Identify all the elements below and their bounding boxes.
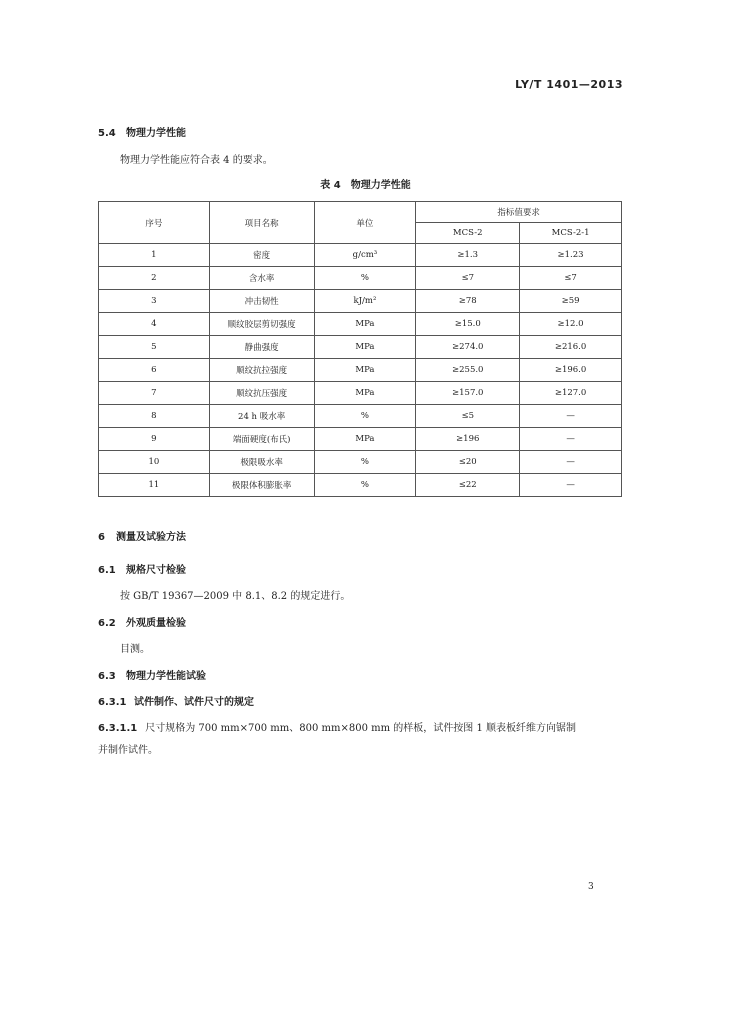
header-item: 项目名称 [209,202,314,244]
cell-no: 10 [99,451,210,474]
cell-mcs-2: ≤20 [416,451,520,474]
section-number: 5.4 [98,128,116,139]
cell-no: 7 [99,382,210,405]
cell-unit: MPa [314,336,416,359]
cell-item: 顺纹抗拉强度 [209,359,314,382]
cell-unit: % [314,451,416,474]
cell-no: 2 [99,267,210,290]
section-number: 6.3 [98,671,116,682]
page-number: 3 [588,882,594,892]
cell-unit: MPa [314,359,416,382]
cell-unit: MPa [314,428,416,451]
section-number: 6.1 [98,565,116,576]
cell-mcs-2: ≥255.0 [416,359,520,382]
table-row [99,451,622,474]
section-6-1-heading [98,561,186,576]
section-title: 试件制作、试件尺寸的规定 [134,697,254,708]
cell-item: 冲击韧性 [209,290,314,313]
section-number: 6.3.1 [98,697,127,708]
section-title: 物理力学性能试验 [126,671,206,682]
section-6-1-body: 按 GB/T 19367—2009 中 8.1、8.2 的规定进行。 [120,591,351,602]
cell-item: 顺纹胶层剪切强度 [209,313,314,336]
header-requirement: 指标值要求 [416,202,622,223]
cell-no: 9 [99,428,210,451]
cell-mcs-2-1: ≥196.0 [520,359,622,382]
cell-mcs-2-1: — [520,428,622,451]
table-row [99,382,622,405]
cell-mcs-2-1: — [520,474,622,497]
table-row [99,336,622,359]
cell-no: 11 [99,474,210,497]
cell-mcs-2: ≥78 [416,290,520,313]
cell-mcs-2: ≤7 [416,267,520,290]
cell-mcs-2-1: ≥216.0 [520,336,622,359]
table-row [99,267,622,290]
cell-mcs-2: ≥1.3 [416,244,520,267]
section-title: 物理力学性能 [126,128,186,139]
cell-mcs-2: ≥157.0 [416,382,520,405]
cell-no: 3 [99,290,210,313]
cell-no: 4 [99,313,210,336]
standard-header: LY/T 1401—2013 [515,78,623,91]
cell-item: 极限体积膨胀率 [209,474,314,497]
properties-table [98,201,622,497]
paragraph-line-2: 并制作试件。 [98,745,158,756]
cell-item: 顺纹抗压强度 [209,382,314,405]
table-row [99,428,622,451]
header-unit: 单位 [314,202,416,244]
cell-unit: % [314,405,416,428]
cell-mcs-2-1: ≥59 [520,290,622,313]
paragraph-line-1: 尺寸规格为 700 mm×700 mm、800 mm×800 mm 的样板，试件按图 1 顺表板纤维方向锯制 [145,723,576,734]
cell-mcs-2: ≤22 [416,474,520,497]
cell-unit: kJ/m² [314,290,416,313]
section-number: 6.2 [98,618,116,629]
section-number: 6 [98,532,105,543]
table-row [99,244,622,267]
section-6-2-body: 目测。 [120,644,150,655]
cell-unit: % [314,474,416,497]
cell-item: 24 h 吸水率 [209,405,314,428]
cell-mcs-2-1: — [520,451,622,474]
cell-mcs-2-1: ≥1.23 [520,244,622,267]
cell-mcs-2-1: ≥12.0 [520,313,622,336]
section-5-4-heading [98,124,186,139]
section-title: 规格尺寸检验 [126,565,186,576]
cell-item: 含水率 [209,267,314,290]
section-6-2-heading [98,614,186,629]
cell-unit: MPa [314,313,416,336]
table-row [99,313,622,336]
cell-mcs-2-1: — [520,405,622,428]
cell-item: 极限吸水率 [209,451,314,474]
table-row [99,405,622,428]
cell-no: 5 [99,336,210,359]
section-title: 外观质量检验 [126,618,186,629]
table-caption: 表 4 物理力学性能 [320,180,411,191]
table-row [99,290,622,313]
section-title: 测量及试验方法 [116,532,186,543]
cell-unit: % [314,267,416,290]
section-6-3-1-heading [98,693,254,708]
header-no: 序号 [99,202,210,244]
cell-mcs-2-1: ≥127.0 [520,382,622,405]
section-6-3-1-1-body [98,719,628,734]
cell-item: 密度 [209,244,314,267]
cell-mcs-2: ≤5 [416,405,520,428]
cell-no: 8 [99,405,210,428]
cell-no: 1 [99,244,210,267]
cell-mcs-2: ≥274.0 [416,336,520,359]
cell-item: 端面硬度(布氏) [209,428,314,451]
header-mcs-2-1: MCS-2-1 [520,223,622,244]
section-number: 6.3.1.1 [98,723,138,734]
section-6-3-heading [98,667,206,682]
cell-no: 6 [99,359,210,382]
cell-unit: MPa [314,382,416,405]
cell-mcs-2: ≥15.0 [416,313,520,336]
cell-item: 静曲强度 [209,336,314,359]
header-mcs-2: MCS-2 [416,223,520,244]
cell-mcs-2: ≥196 [416,428,520,451]
section-5-4-body: 物理力学性能应符合表 4 的要求。 [120,155,273,166]
table-row [99,359,622,382]
cell-mcs-2-1: ≤7 [520,267,622,290]
section-6-heading [98,528,186,543]
table-row [99,474,622,497]
cell-unit: g/cm³ [314,244,416,267]
